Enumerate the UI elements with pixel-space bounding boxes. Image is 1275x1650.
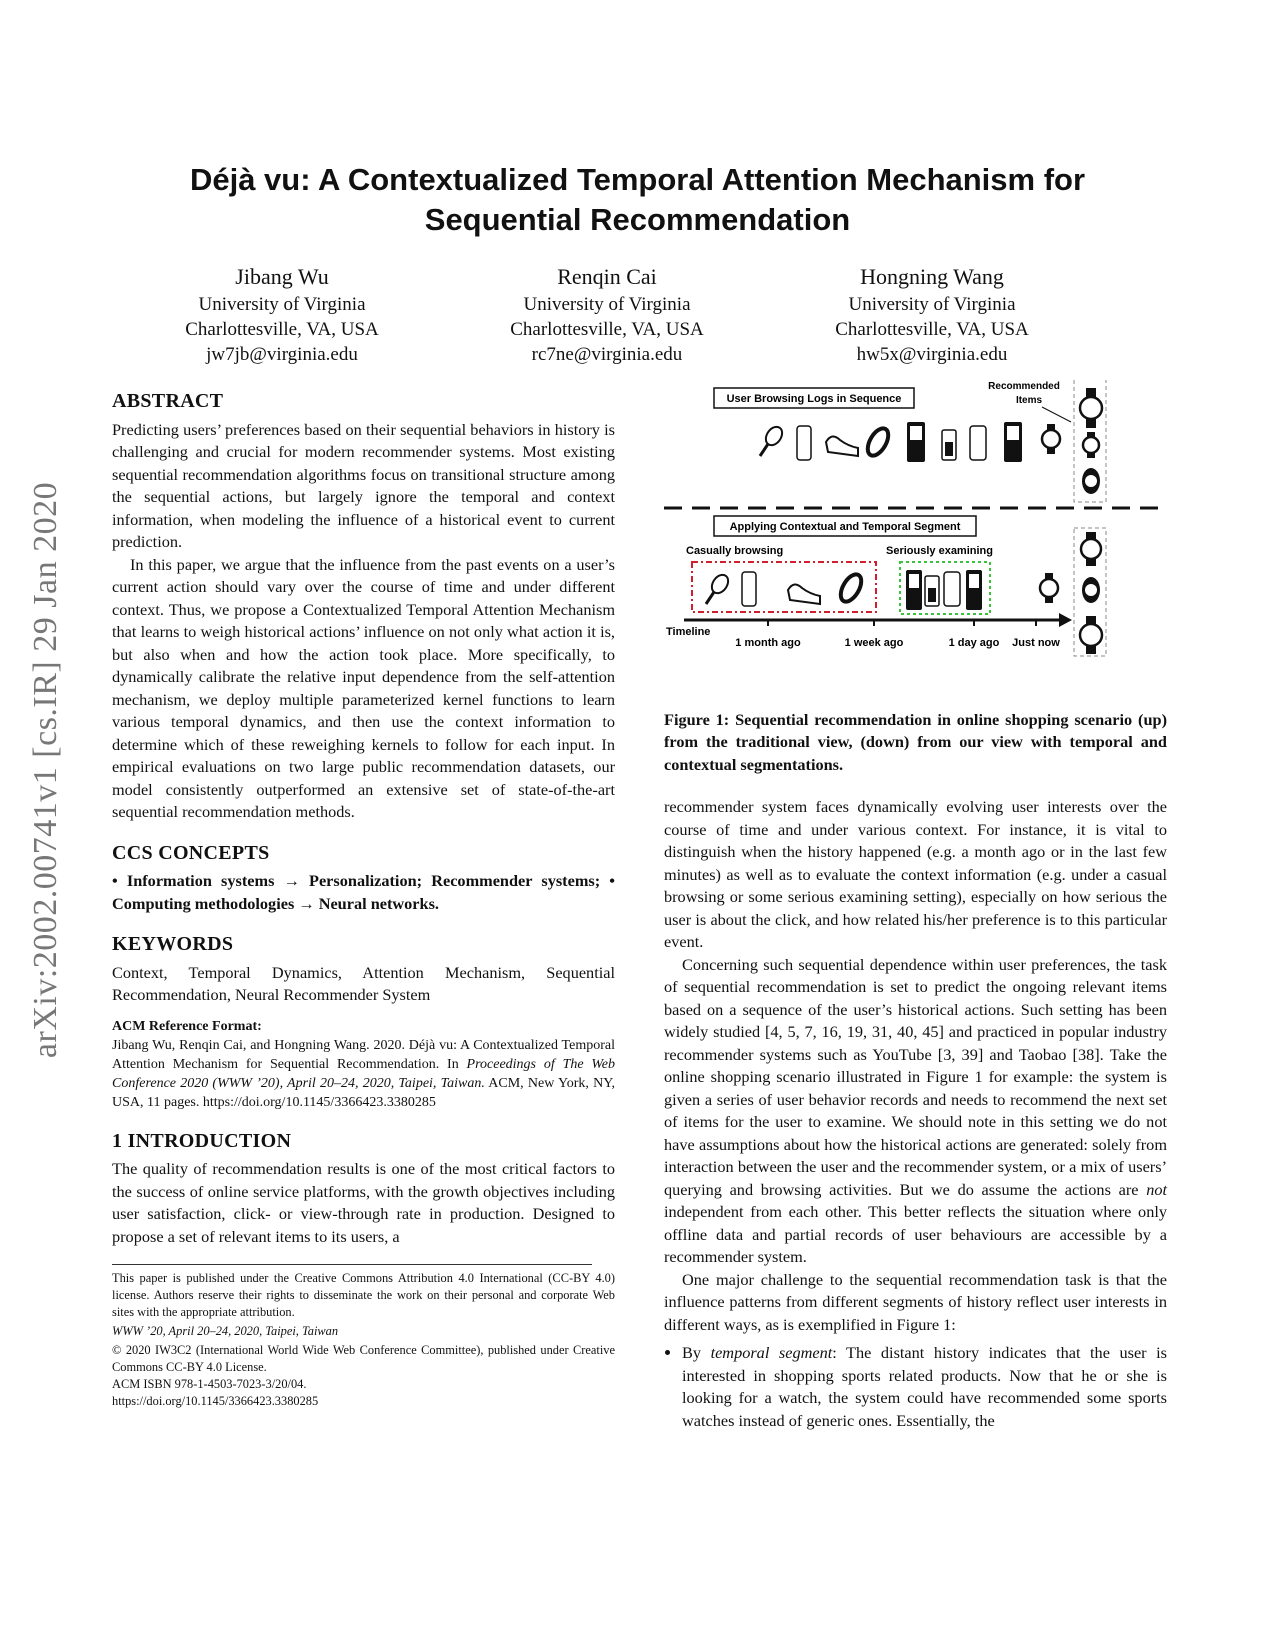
band-icon [837,571,866,605]
watch-icon [1040,573,1058,603]
casual-segment-box [692,562,876,612]
keywords-text: Context, Temporal Dynamics, Attention Mechanism, Sequential Recommendation, Neural Recommender System [112,962,615,1004]
acm-ref-venue: Proceedings of The Web Conference 2020 (WWW ’20), April 20–24, 2020, Taipei, Taiwan. [112,1056,615,1091]
footnote-license: This paper is published under the Creative Commons Attribution 4.0 International (CC-BY 4.0) license. Authors reserve their rights to disseminate the work on their personal and corporate Web sites with the appropriate attribution. [112,1271,615,1319]
left-column [112,390,615,1410]
author-block [772,262,1092,367]
watch-icon [1082,577,1100,603]
footnote-doi: https://doi.org/10.1145/3366423.3380285 [112,1394,319,1408]
footnote-conference: WWW ’20, April 20–24, 2020, Taipei, Taiwan [112,1324,339,1338]
phone-icon [966,570,982,610]
abstract-paragraph: Predicting users’ preferences based on their sequential behaviors in history is challenging and crucial for modern recommender systems. Most existing sequential recommendation algorithms focus on transitional structure among the sequential actions, but largely ignore the temporal and context information, when modeling the influence of a historical event to current prediction. [112,419,615,551]
author-email: rc7ne@virginia.edu [531,344,683,365]
footnote-rule [112,1264,592,1265]
right-column [664,380,1167,1432]
timeline-label: Timeline [666,626,711,638]
phone-icon [970,426,986,460]
footnote [112,1270,615,1410]
timeline-tick-label: Just now [1012,637,1060,649]
phone-icon [797,426,811,460]
phone-icon [925,576,939,606]
bullet-list [664,1342,1167,1432]
text-run: : The distant history indicates that the user is interested in shopping sports related products. Now that he or she is looking for a watch, the system could have recommended some sports watches instead of generic ones. Essentially, the [682,1343,1168,1430]
author-affiliation: University of Virginia [523,294,691,315]
recommended-label: Recommended [988,381,1060,392]
watch-icon [1082,468,1100,494]
phone-icon [742,572,756,606]
arxiv-sidebar-stamp [22,440,70,1100]
top-label: User Browsing Logs in Sequence [726,393,902,405]
introduction-heading: 1 INTRODUCTION [112,1129,292,1152]
author-email: jw7jb@virginia.edu [206,344,358,365]
watch-icon [1042,424,1060,454]
author-affiliation: University of Virginia [198,294,366,315]
paper-title: Déjà vu: A Contextualized Temporal Attention Mechanism for Sequential Recommendation [189,162,1086,237]
shoe-icon [788,584,820,604]
text-run: Concerning such sequential dependence within user preferences, the task of sequential recommendation is set to predict the ongoing relevant items based on a sequence of the user’s historical actions. Such setting has been widely studied [4, 5, 7, 16, 19, 31, 40, 45] and practiced in popular industry recommender systems such as YouTube [3, 39] and Taobao [38]. Take the online shopping scenario illustrated in Figure 1 for example: the system is given a series of user behavior records and needs to recommend the next set of items for the user to examine. We should note in this setting we do not have assumptions about how the historical actions are generated: solely from interaction between the user and the recommender system, or a mix of users’ querying and browsing activities. But we do assume the actions are [664,954,1167,1199]
acm-reference-heading: ACM Reference Format: [112,1018,262,1034]
ccs-heading: CCS CONCEPTS [112,841,270,864]
emphasis: not [1146,1179,1167,1199]
serious-label: Seriously examining [886,545,993,557]
arxiv-id: arXiv:2002.00741v1 [cs.IR] 29 Jan 2020 [27,481,64,1059]
text-run: independent from each other. This better reflects the situation where only offline data and partial records of user behaviours are accessible by a recommender system. [664,1202,1167,1266]
author-location: Charlottesville, VA, USA [835,319,1029,340]
abstract-paragraph: In this paper, we argue that the influence from the past events on a user’s current action should vary over the course of time and under different context. Thus, we propose a Contextualized Temporal Attention Mechanism that learns to weigh historical actions’ influence on not only what action it is, but also when and how the action took place. More specifically, to dynamically calibrate the relative input dependence from the self-attention mechanism, we deploy multiple parameterized kernel functions to learn various temporal dynamics, and then use the context information to determine which of these reweighing kernels to follow for each input. In empirical evaluations on two large public recommendation datasets, our model consistently outperformed an extensive set of state-of-the-art sequential recommendation methods. [112,554,615,821]
watch-icon [1081,532,1101,566]
bottom-label: Applying Contextual and Temporal Segment [729,521,961,533]
body-paragraph [664,954,1167,1269]
body-paragraph: One major challenge to the sequential recommendation task is that the influence patterns from different segments of history reflect user interests in different ways, as is exemplified in Figure 1: [664,1269,1167,1334]
acm-ref-part: ACM, New York, NY, USA, 11 pages. https://doi.org/10.1145/3366423.3380285 [112,1075,615,1110]
footnote-copyright: © 2020 IW3C2 (International World Wide Web Conference Committee), published under Creative Commons CC-BY 4.0 License. [112,1343,615,1374]
casual-label: Casually browsing [686,545,784,557]
band-icon [864,425,893,459]
bullet-item [682,1342,1167,1432]
emphasis: temporal segment [710,1343,833,1362]
author-location: Charlottesville, VA, USA [510,319,704,340]
acm-reference [112,1017,615,1112]
shoe-icon [826,436,858,456]
timeline-tick-label: 1 week ago [844,637,904,649]
abstract-heading: ABSTRACT [112,390,224,412]
watch-icon [1080,616,1102,654]
recommended-label: Items [1015,395,1043,406]
author-block [447,262,767,367]
footnote-isbn: ACM ISBN 978-1-4503-7023-3/20/04. [112,1377,307,1391]
watch-icon [1080,388,1102,428]
text-run: By [682,1343,711,1362]
author-email: hw5x@virginia.edu [856,344,1008,365]
author-affiliation: University of Virginia [848,294,1016,315]
phone-icon [944,572,960,606]
figure-1-diagram [664,380,1167,680]
timeline-tick-label: 1 month ago [735,637,801,649]
author-name: Hongning Wang [860,264,1004,289]
timeline-arrowhead [1059,613,1072,627]
author-location: Charlottesville, VA, USA [185,319,379,340]
recommend-arrow [1042,407,1071,422]
keywords-heading: KEYWORDS [112,933,234,955]
body-paragraph: recommender system faces dynamically evolving user interests over the course of time and under various context. For instance, it is vital to distinguish when the history happened (e.g. a month ago or in the last few minutes) as well as to evaluate the context information (e.g. under a casual browsing or some serious examining setting), especially on how serious the user is about the click, and how related his/her preference is to this particular event. [664,797,1167,951]
timeline-tick-label: 1 day ago [948,637,1000,649]
racket-icon [760,424,785,456]
acm-ref-part: Jibang Wu, Renqin Cai, and Hongning Wang. 2020. Déjà vu: A Contextualized Temporal Attention Mechanism for Sequential Recommendation. In [112,1037,615,1072]
author-name: Jibang Wu [235,264,329,289]
acm-reference-text [112,1036,615,1112]
author-block [122,262,442,367]
watch-icon [1083,432,1099,458]
racket-icon [706,572,731,604]
intro-paragraph: The quality of recommendation results is one of the most critical factors to the success of online service platforms, with the growth objectives including user satisfaction, click- or view-through rate in production. Designed to propose a set of relevant items to its users, a [112,1159,615,1246]
phone-icon [907,422,925,462]
author-name: Renqin Cai [557,264,657,289]
phone-icon [906,570,922,610]
figure-caption: Figure 1: Sequential recommendation in online shopping scenario (up) from the traditional view, (down) from our view with temporal and contextual segmentations. [664,709,1167,774]
ccs-concepts: • Information systems → Personalization; Recommender systems; • Computing methodologies → Neural networks. [112,871,615,913]
phone-icon [1004,422,1022,462]
phone-icon [942,430,956,460]
